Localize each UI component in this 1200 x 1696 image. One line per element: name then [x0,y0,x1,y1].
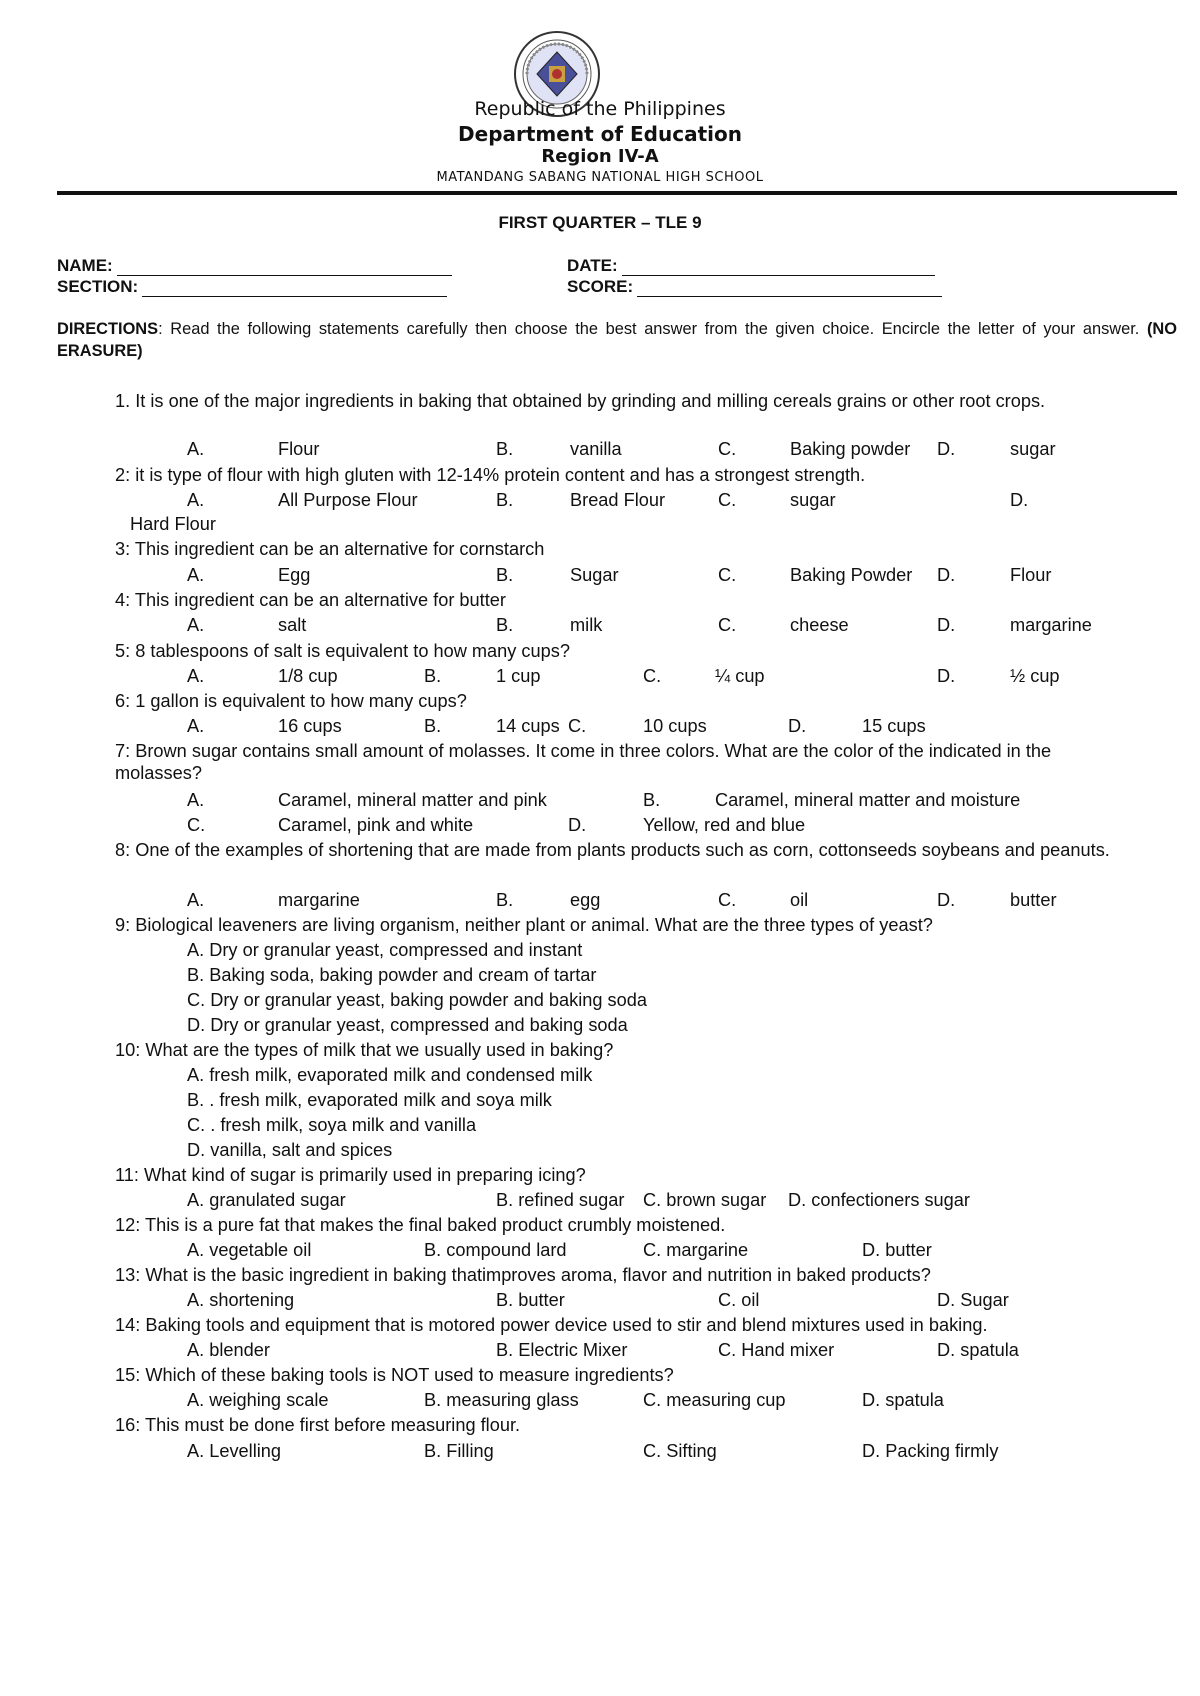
question-11: 11: What kind of sugar is primarily used in preparing icing? [115,1165,586,1185]
q15-option-d[interactable]: D. spatula [862,1390,944,1410]
q13-option-c[interactable]: C. oil [718,1290,760,1310]
q11-option-b[interactable]: B. refined sugar [496,1190,625,1210]
q4-option-a-letter[interactable]: A. [187,615,205,635]
q12-option-a[interactable]: A. vegetable oil [187,1240,312,1260]
q15-option-a[interactable]: A. weighing scale [187,1390,329,1410]
q11-option-d[interactable]: D. confectioners sugar [788,1190,970,1210]
q9-option-d[interactable]: D. Dry or granular yeast, compressed and baking soda [187,1015,628,1035]
q4-option-b[interactable]: milk [570,615,603,635]
q3-option-d[interactable]: Flour [1010,565,1052,585]
q2-option-d[interactable]: Hard Flour [130,514,216,534]
question-8: 8: One of the examples of shortening that are made from plants products such as corn, cottonseeds soybeans and peanuts. [115,840,1110,860]
q4-option-a[interactable]: salt [278,615,307,635]
q6-option-a-letter[interactable]: A. [187,716,205,736]
directions [57,318,1177,362]
q1-option-c[interactable]: Baking powder [790,439,911,459]
q7-option-c[interactable]: Caramel, pink and white [278,815,474,835]
q11-option-c[interactable]: C. brown sugar [643,1190,767,1210]
question-5: 5: 8 tablespoons of salt is equivalent to how many cups? [115,641,570,661]
q11-option-a[interactable]: A. granulated sugar [187,1190,346,1210]
q14-option-c[interactable]: C. Hand mixer [718,1340,835,1360]
q3-option-b[interactable]: Sugar [570,565,619,585]
score-field[interactable] [567,277,942,297]
q12-option-c[interactable]: C. margarine [643,1240,749,1260]
q3-option-c[interactable]: Baking Powder [790,565,913,585]
q15-option-c[interactable]: C. measuring cup [643,1390,786,1410]
q7-option-b-letter[interactable]: B. [643,790,661,810]
q10-option-d[interactable]: D. vanilla, salt and spices [187,1140,393,1160]
q7-option-a[interactable]: Caramel, mineral matter and pink [278,790,547,810]
header-republic: Republic of the Philippines [474,98,726,120]
q1-option-b[interactable]: vanilla [570,439,622,459]
question-9: 9: Biological leaveners are living organism, neither plant or animal. What are the three types of yeast? [115,915,933,935]
q10-option-c[interactable]: C. . fresh milk, soya milk and vanilla [187,1115,477,1135]
q6-option-b[interactable]: 14 cups [496,716,560,736]
q2-option-c[interactable]: sugar [790,490,836,510]
q13-option-a[interactable]: A. shortening [187,1290,295,1310]
q14-option-a[interactable]: A. blender [187,1340,270,1360]
score-line[interactable] [637,282,942,297]
q7-option-d[interactable]: Yellow, red and blue [643,815,806,835]
q2-option-a[interactable]: All Purpose Flour [278,490,418,510]
question-1: 1. It is one of the major ingredients in baking that obtained by grinding and milling cereals grains or other root crops. [115,391,1046,411]
q6-option-a[interactable]: 16 cups [278,716,342,736]
q5-option-d-letter[interactable]: D. [937,666,956,686]
header-divider [57,191,1177,195]
q8-option-b[interactable]: egg [570,890,601,910]
q8-option-d[interactable]: butter [1010,890,1057,910]
q14-option-b[interactable]: B. Electric Mixer [496,1340,628,1360]
date-field[interactable] [567,256,935,276]
section-label: SECTION: [57,277,139,296]
q6-option-d-letter[interactable]: D. [788,716,807,736]
q1-option-a[interactable]: Flour [278,439,320,459]
q4-option-c-letter[interactable]: C. [718,615,737,635]
question-4: 4: This ingredient can be an alternative for butter [115,590,506,610]
q10-option-b[interactable]: B. . fresh milk, evaporated milk and soya milk [187,1090,552,1110]
section-line[interactable] [142,282,447,297]
q4-option-d-letter[interactable]: D. [937,615,956,635]
directions-emphasis: (NO ERASURE) [57,320,1177,360]
q4-option-d[interactable]: margarine [1010,615,1092,635]
q2-option-a-letter[interactable]: A. [187,490,205,510]
q7-option-a-letter[interactable]: A. [187,790,205,810]
q6-option-c-letter[interactable]: C. [568,716,587,736]
q5-option-c-letter[interactable]: C. [643,666,662,686]
q14-option-d[interactable]: D. spatula [937,1340,1019,1360]
q1-option-d-letter[interactable]: D. [937,439,956,459]
q7-option-b[interactable]: Caramel, mineral matter and moisture [715,790,1021,810]
q13-option-d[interactable]: D. Sugar [937,1290,1009,1310]
q9-option-c[interactable]: C. Dry or granular yeast, baking powder and baking soda [187,990,647,1010]
q16-option-d[interactable]: D. Packing firmly [862,1441,999,1461]
question-6: 6: 1 gallon is equivalent to how many cups? [115,691,467,711]
q1-option-c-letter[interactable]: C. [718,439,737,459]
name-field[interactable] [57,256,452,276]
q8-option-a[interactable]: margarine [278,890,360,910]
q4-option-b-letter[interactable]: B. [496,615,514,635]
q3-option-c-letter[interactable]: C. [718,565,737,585]
q13-option-b[interactable]: B. butter [496,1290,565,1310]
q8-option-d-letter[interactable]: D. [937,890,956,910]
date-label: DATE: [567,256,618,275]
q12-option-b[interactable]: B. compound lard [424,1240,567,1260]
q3-option-b-letter[interactable]: B. [496,565,514,585]
q1-option-a-letter[interactable]: A. [187,439,205,459]
q5-option-c[interactable]: ¼ cup [715,666,765,686]
header-school: MATANDANG SABANG NATIONAL HIGH SCHOOL [436,170,764,185]
question-2: 2: it is type of flour with high gluten with 12-14% protein content and has a strongest strength. [115,465,866,485]
q5-option-d[interactable]: ½ cup [1010,666,1060,686]
q12-option-d[interactable]: D. butter [862,1240,932,1260]
q2-option-d-letter[interactable]: D. [1010,490,1029,510]
date-line[interactable] [622,261,935,276]
q7-option-d-letter[interactable]: D. [568,815,587,835]
exam-title: FIRST QUARTER – TLE 9 [498,213,702,232]
q5-option-a-letter[interactable]: A. [187,666,205,686]
q5-option-a[interactable]: 1/8 cup [278,666,338,686]
q5-option-b[interactable]: 1 cup [496,666,541,686]
q16-option-c[interactable]: C. Sifting [643,1441,717,1461]
question-7: 7: Brown sugar contains small amount of molasses. It come in three colors. What are the color of the indicated in the molasses? [115,741,1052,783]
score-label: SCORE: [567,277,634,296]
q8-option-a-letter[interactable]: A. [187,890,205,910]
q4-option-c[interactable]: cheese [790,615,849,635]
question-12: 12: This is a pure fat that makes the final baked product crumbly moistened. [115,1215,726,1235]
q2-option-c-letter[interactable]: C. [718,490,737,510]
q15-option-b[interactable]: B. measuring glass [424,1390,579,1410]
q8-option-c-letter[interactable]: C. [718,890,737,910]
q6-option-c[interactable]: 10 cups [643,716,707,736]
question-3: 3: This ingredient can be an alternative for cornstarch [115,539,545,559]
q6-option-d[interactable]: 15 cups [862,716,926,736]
question-15: 15: Which of these baking tools is NOT used to measure ingredients? [115,1365,674,1385]
q9-option-a[interactable]: A. Dry or granular yeast, compressed and instant [187,940,583,960]
q8-option-c[interactable]: oil [790,890,809,910]
question-16: 16: This must be done first before measuring flour. [115,1415,521,1435]
q7-option-c-letter[interactable]: C. [187,815,206,835]
question-14: 14: Baking tools and equipment that is motored power device used to stir and blend mixtures used in baking. [115,1315,988,1335]
name-line[interactable] [117,261,452,276]
q2-option-b[interactable]: Bread Flour [570,490,666,510]
q8-option-b-letter[interactable]: B. [496,890,514,910]
directions-text: : Read the following statements carefully then choose the best answer from the given choice. Encircle the letter of your answer. [158,320,1147,338]
name-label: NAME: [57,256,113,275]
q5-option-b-letter[interactable]: B. [424,666,442,686]
q16-option-a[interactable]: A. Levelling [187,1441,282,1461]
q6-option-b-letter[interactable]: B. [424,716,442,736]
q9-option-b[interactable]: B. Baking soda, baking powder and cream of tartar [187,965,597,985]
section-field[interactable] [57,277,447,297]
q1-option-b-letter[interactable]: B. [496,439,514,459]
question-10: 10: What are the types of milk that we usually used in baking? [115,1040,614,1060]
question-13: 13: What is the basic ingredient in baking thatimproves aroma, flavor and nutrition in baked products? [115,1265,931,1285]
q16-option-b[interactable]: B. Filling [424,1441,494,1461]
header-department: Department of Education [458,122,742,146]
q3-option-d-letter[interactable]: D. [937,565,956,585]
q1-option-d[interactable]: sugar [1010,439,1056,459]
directions-label: DIRECTIONS [57,320,159,338]
q3-option-a[interactable]: Egg [278,565,311,585]
header-region: Region IV-A [541,146,659,167]
q10-option-a[interactable]: A. fresh milk, evaporated milk and condensed milk [187,1065,593,1085]
q3-option-a-letter[interactable]: A. [187,565,205,585]
q2-option-b-letter[interactable]: B. [496,490,514,510]
